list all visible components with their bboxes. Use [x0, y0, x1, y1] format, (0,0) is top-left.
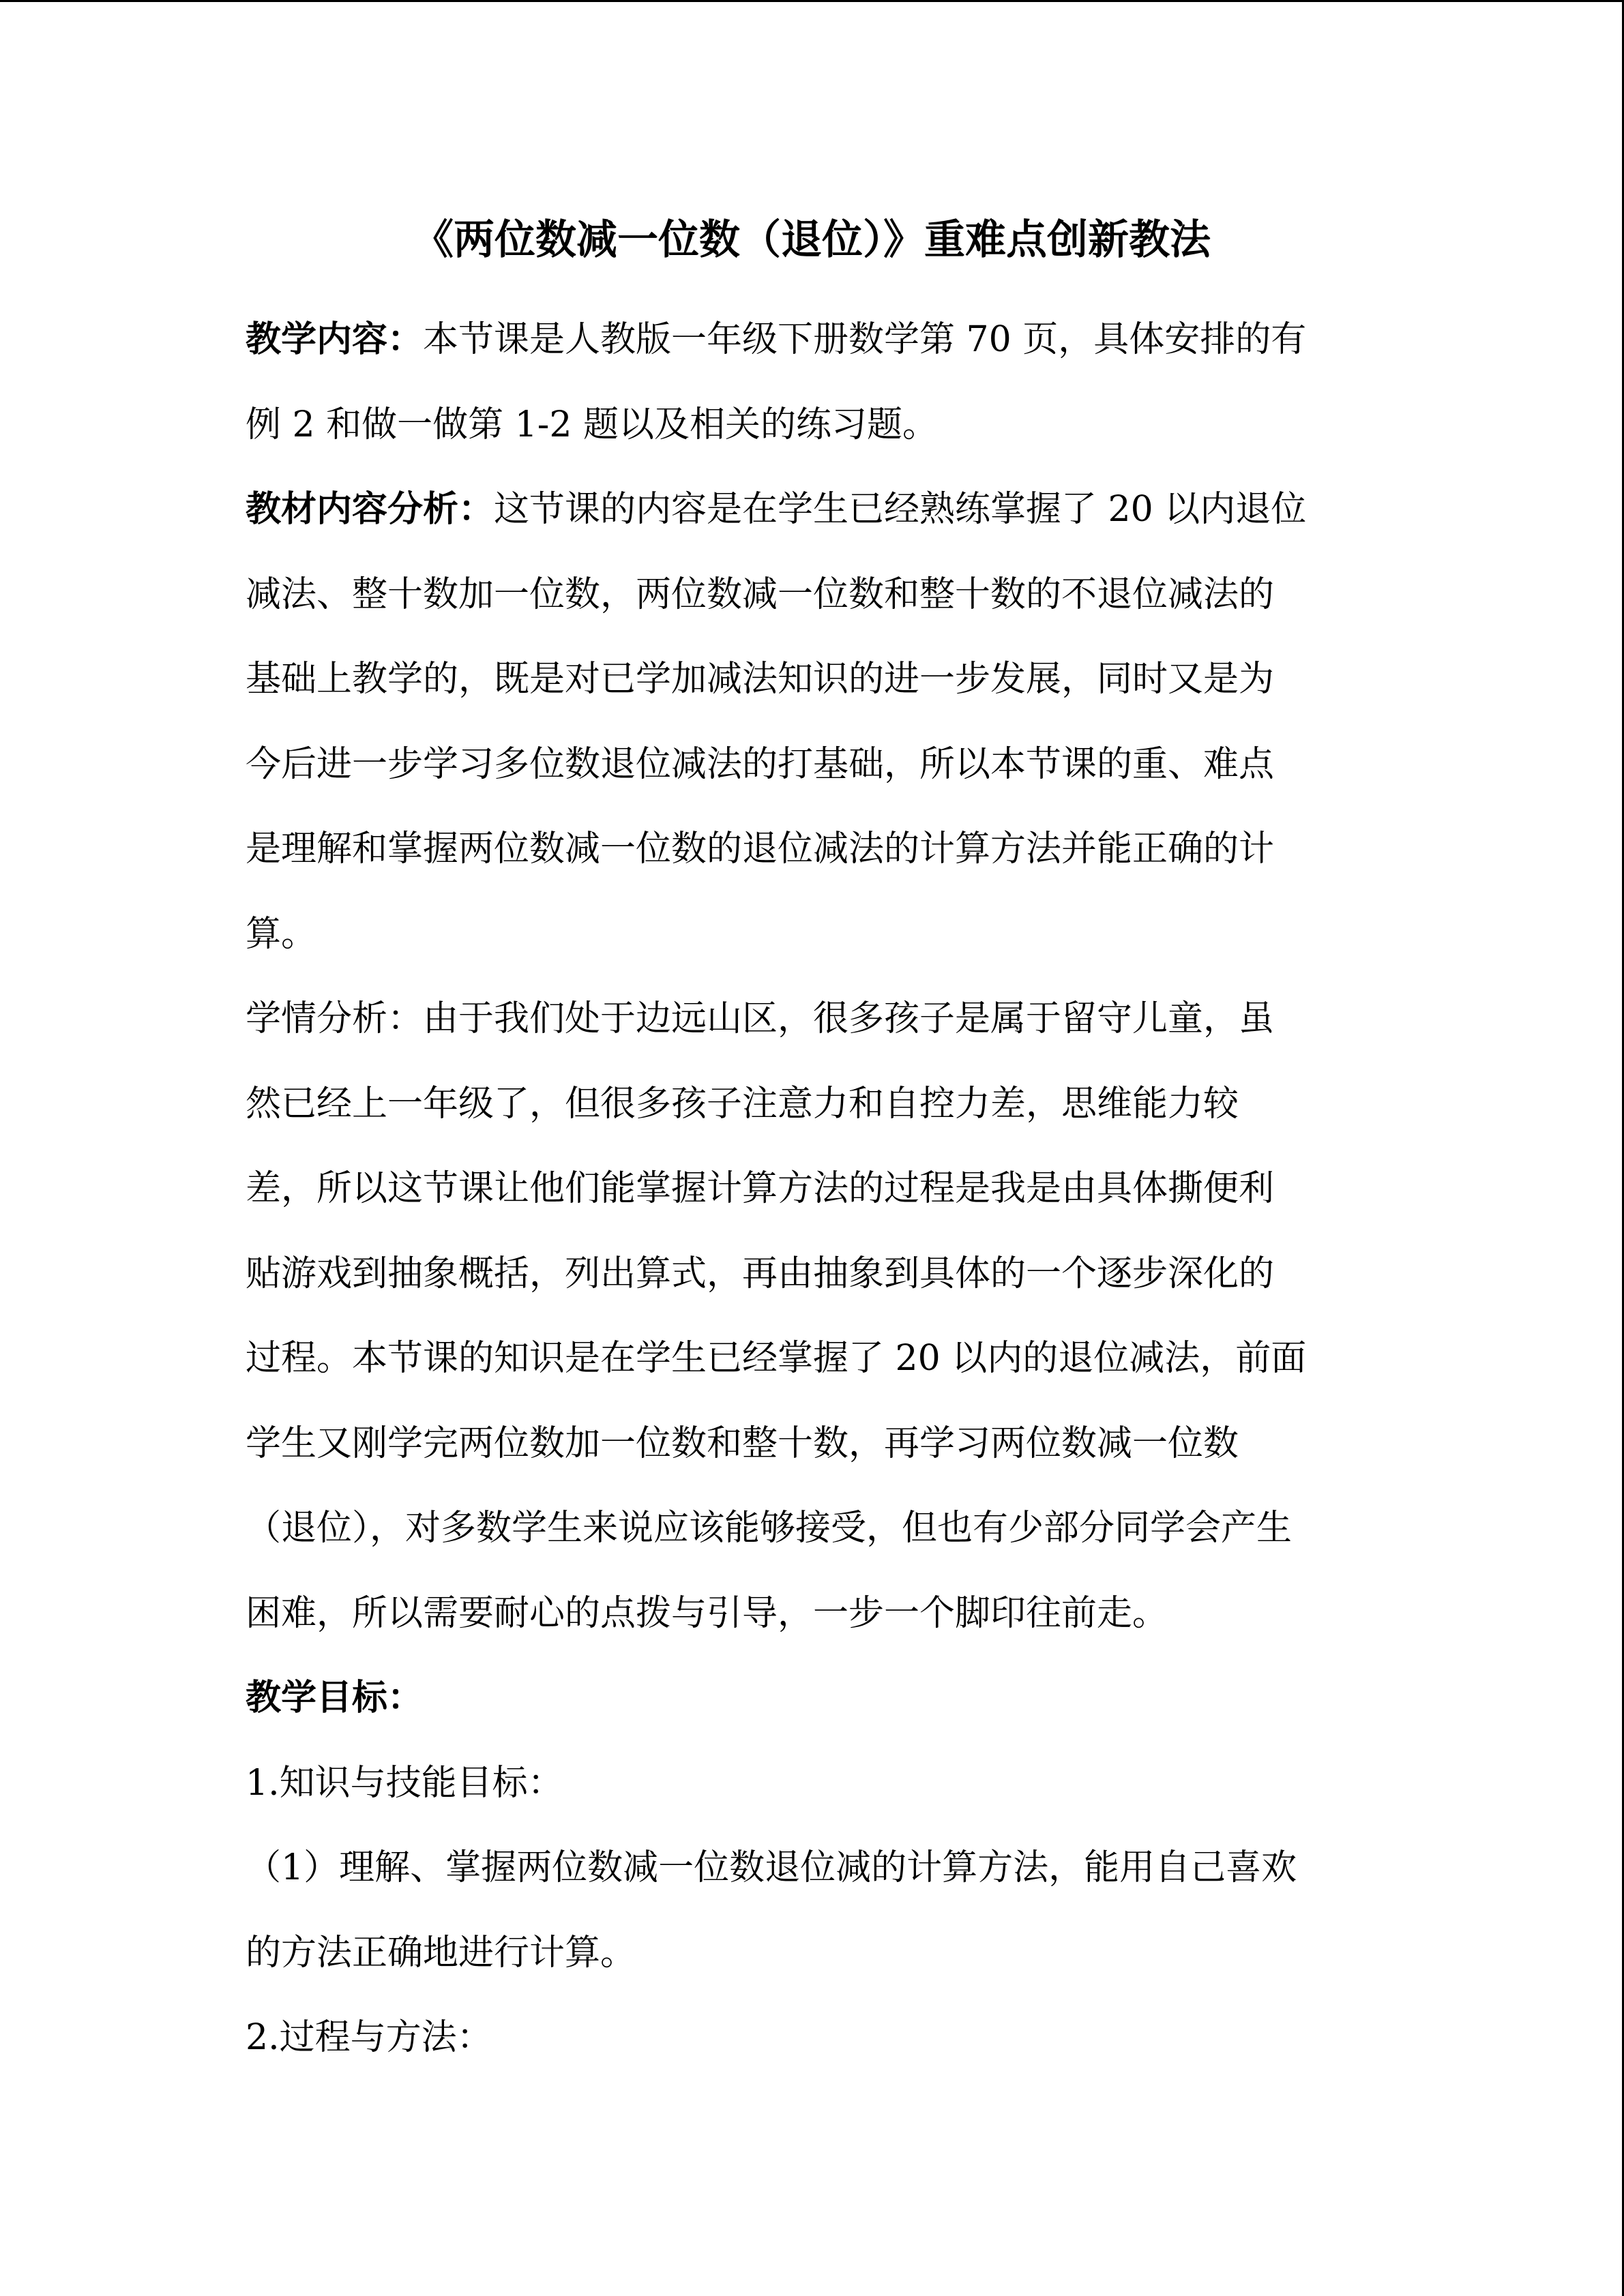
text-line: 例 2 和做一做第 1-2 题以及相关的练习题。 — [246, 404, 938, 445]
paragraph-student-analysis: 学情分析：由于我们处于边远山区，很多孩子是属于留守儿童，虽 — [246, 998, 1275, 1039]
text-line: 减法、整十数加一位数，两位数减一位数和整十数的不退位减法的 — [246, 573, 1275, 615]
text-line: 1.知识与技能目标： — [246, 1762, 563, 1804]
document-body — [246, 297, 1378, 2081]
text-line: 本节课是人教版一年级下册数学第 70 页，具体安排的有 — [423, 319, 1307, 360]
text-line: 过程。本节课的知识是在学生已经掌握了 20 以内的退位减法，前面 — [246, 1338, 1307, 1379]
text-line: 基础上教学的，既是对已学加减法知识的进一步发展，同时又是为 — [246, 659, 1275, 700]
material-analysis-label: 教材内容分析： — [246, 488, 494, 530]
text-line: （退位），对多数学生来说应该能够接受，但也有少部分同学会产生 — [246, 1508, 1293, 1549]
text-line: 的方法正确地进行计算。 — [246, 1932, 636, 1973]
teaching-content-label: 教学内容： — [246, 318, 424, 360]
document-title: 《两位数减一位数（退位）》重难点创新教法 — [413, 216, 1211, 264]
text-line: 然已经上一年级了，但很多孩子注意力和自控力差，思维能力较 — [246, 1083, 1239, 1124]
text-line: 这节课的内容是在学生已经熟练掌握了 20 以内退位 — [494, 489, 1307, 530]
text-line: 是理解和掌握两位数减一位数的退位减法的计算方法并能正确的计 — [246, 829, 1275, 869]
text-line: 2.过程与方法： — [246, 2017, 492, 2058]
text-line: 差，所以这节课让他们能掌握计算方法的过程是我是由具体撕便利 — [246, 1168, 1275, 1209]
paragraph-teaching-content — [246, 297, 1378, 383]
paragraph-material-analysis — [246, 467, 1378, 552]
text-line: 算。 — [246, 913, 317, 955]
text-line: 今后进一步学习多位数退位减法的打基础，所以本节课的重、难点 — [246, 743, 1275, 785]
text-line: 贴游戏到抽象概括，列出算式，再由抽象到具体的一个逐步深化的 — [246, 1253, 1275, 1294]
text-line: 学生又刚学完两位数加一位数和整十数，再学习两位数减一位数 — [246, 1422, 1239, 1464]
text-line: 困难，所以需要耐心的点拨与引导，一步一个脚印往前走。 — [246, 1592, 1168, 1634]
page-border-top — [0, 0, 1624, 2]
text-line: （1）理解、掌握两位数减一位数退位减的计算方法，能用自己喜欢 — [246, 1847, 1297, 1888]
objectives-label: 教学目标： — [246, 1677, 424, 1718]
